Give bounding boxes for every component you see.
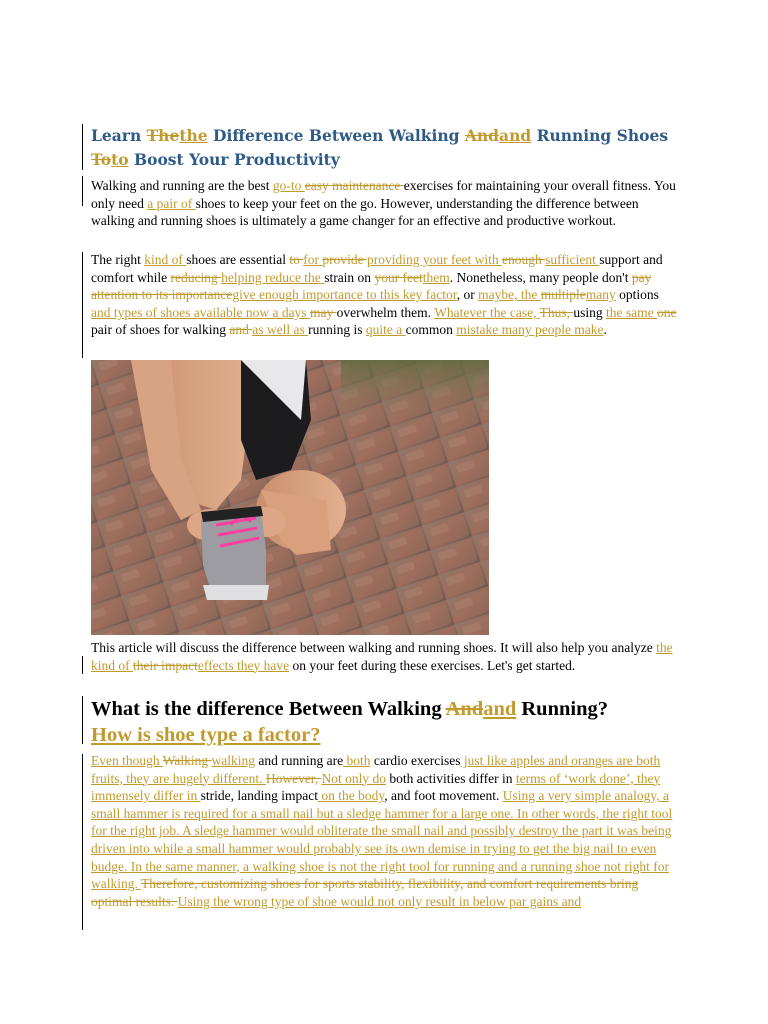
inserted-text: and types of shoes available now a days xyxy=(91,304,310,320)
inserted-text: give enough importance to this key factor xyxy=(232,287,457,303)
deleted-text: multiple xyxy=(540,287,586,303)
revision-bar-para3 xyxy=(82,656,83,674)
inserted-text: sufficient xyxy=(545,252,600,267)
title-block xyxy=(91,124,681,172)
revision-bar-para4 xyxy=(82,754,83,930)
inserted-text: and xyxy=(483,698,517,720)
revision-bar-title xyxy=(82,124,83,170)
inserted-text: How is shoe type a factor? xyxy=(91,724,321,746)
deleted-text: provide xyxy=(322,252,367,267)
inserted-text: Not only do xyxy=(321,770,387,786)
inserted-text: Using a very simple analogy, a small hammer is required for a small nail but a sledge hammer for a large one. In other words, the right tool for the right job. A sledge hammer would obliterate the small nail and possibly destroy the part it was being driven into while a small hammer would probably see its own demise in trying to get the big nail to even budge. In the same manner, a walking shoe is not the right tool for running and a running shoe not right for walking. xyxy=(91,788,673,892)
deleted-text: enough xyxy=(501,252,546,267)
inserted-text: to xyxy=(111,150,129,169)
deleted-text: And xyxy=(445,698,484,720)
inserted-text: quite a xyxy=(365,322,406,338)
inserted-text: walking xyxy=(211,753,256,768)
inserted-text: Using the wrong type of shoe would not only result in below par gains and xyxy=(177,893,582,909)
paragraph-shoe-type xyxy=(91,752,681,910)
page-title: Learn Thethe Difference Between Walking Andand Running Shoes Toto Boost Your Productivity xyxy=(91,126,669,169)
deleted-text: However, xyxy=(265,770,322,786)
inserted-text: on the body xyxy=(317,788,385,804)
inserted-text: maybe, the xyxy=(478,287,541,303)
section-heading: What is the difference Between Walking Andand Running? xyxy=(91,698,608,720)
shoe-lacing-photo xyxy=(91,360,489,635)
inserted-text: both xyxy=(343,753,371,768)
photo-illustration xyxy=(91,360,489,635)
section-heading-block xyxy=(91,696,681,748)
inserted-text: the kind of xyxy=(91,640,673,673)
deleted-text: And xyxy=(464,126,500,145)
revision-bar-heading1 xyxy=(82,696,83,744)
inserted-text: go-to xyxy=(272,178,305,193)
inserted-text: kind of xyxy=(144,252,187,267)
inserted-text: just like apples and oranges are both fruits, they are hugely different. xyxy=(91,753,661,786)
inserted-text: and xyxy=(499,126,532,145)
inserted-text: helping reduce the xyxy=(221,269,325,285)
deleted-text: To xyxy=(91,150,112,169)
paragraph-intro xyxy=(91,177,681,230)
paragraph-text: The right kind of shoes are essential to for provide providing your feet with enough sufficient support and comfort while reducing helping reduce the strain on your feetthem. Nonetheless, many people don't pay attention to its importancegive enough importance to this key factor, or maybe, the multiplemany options and types of shoes available now a days may overwhelm them. Whatever the case, Thus, using the same one pair of shoes for walking and as well as running is quite a common mistake many people make. xyxy=(91,252,677,338)
revision-bar-para2 xyxy=(82,252,83,358)
deleted-text: Walking xyxy=(162,753,212,768)
inserted-text: as well as xyxy=(252,322,309,338)
inserted-text: them xyxy=(422,269,450,285)
paragraph-article-intro xyxy=(91,639,681,674)
deleted-text: easy maintenance xyxy=(304,178,404,193)
inserted-subheading xyxy=(91,722,681,748)
deleted-text: their impact xyxy=(133,657,198,673)
deleted-text: one xyxy=(657,304,677,320)
deleted-text: may xyxy=(309,304,337,320)
inserted-text: the xyxy=(179,126,208,145)
deleted-text: The xyxy=(146,126,180,145)
inserted-text: Even though xyxy=(91,753,163,768)
inserted-text: providing your feet with xyxy=(366,252,502,267)
paragraph-shoes xyxy=(91,251,681,339)
deleted-text: Thus, xyxy=(539,304,574,320)
paragraph-text: Walking and running are the best go-to easy maintenance exercises for maintaining your overall fitness. You only need a pair of shoes to keep your feet on the go. However, understanding the difference between walking and running shoes is ultimately a game changer for an effective and productive workout. xyxy=(91,178,676,229)
deleted-text: reducing xyxy=(170,269,222,285)
inserted-text: for xyxy=(303,252,323,267)
revision-bar-para1 xyxy=(82,176,83,206)
inserted-text: Whatever the case, xyxy=(434,304,540,320)
paragraph-text: Even though Walking walking and running are both cardio exercises just like apples and oranges are both fruits, they are hugely different. However, Not only do both activities differ in terms of ‘work done’, they immensely differ in stride, landing impact on the body, and foot movement. Using a very simple analogy, a small hammer is required for a small nail but a sledge hammer for a large one. In other words, the right tool for the right job. A sledge hammer would obliterate the small nail and possibly destroy the part it was being driven into while a small hammer would probably see its own demise in trying to get the big nail to even budge. In the same manner, a walking shoe is not the right tool for running and a running shoe not right for walking. Therefore, customizing shoes for sports stability, flexibility, and comfort requirements bring optimal results. Using the wrong type of shoe would not only result in below par gains and xyxy=(91,753,673,909)
deleted-text: your feet xyxy=(374,269,423,285)
deleted-text: Therefore, customizing shoes for sports stability, flexibility, and comfort requirements bring optimal results. xyxy=(91,876,639,909)
deleted-text: to xyxy=(289,252,304,267)
inserted-text: a pair of xyxy=(147,195,196,211)
deleted-text: and xyxy=(229,322,253,338)
deleted-text: pay attention to its importance xyxy=(91,269,652,303)
inserted-text: mistake many people make xyxy=(456,322,604,338)
inserted-text: the same xyxy=(606,304,658,320)
inserted-text: effects they have xyxy=(197,657,290,673)
inserted-text: terms of ‘work done’, they immensely differ in xyxy=(91,770,661,804)
paragraph-text: This article will discuss the difference between walking and running shoes. It will also help you analyze the kind of their impacteffects they have on your feet during these exercises. Let's get started. xyxy=(91,640,673,673)
inserted-text: many xyxy=(585,287,616,303)
